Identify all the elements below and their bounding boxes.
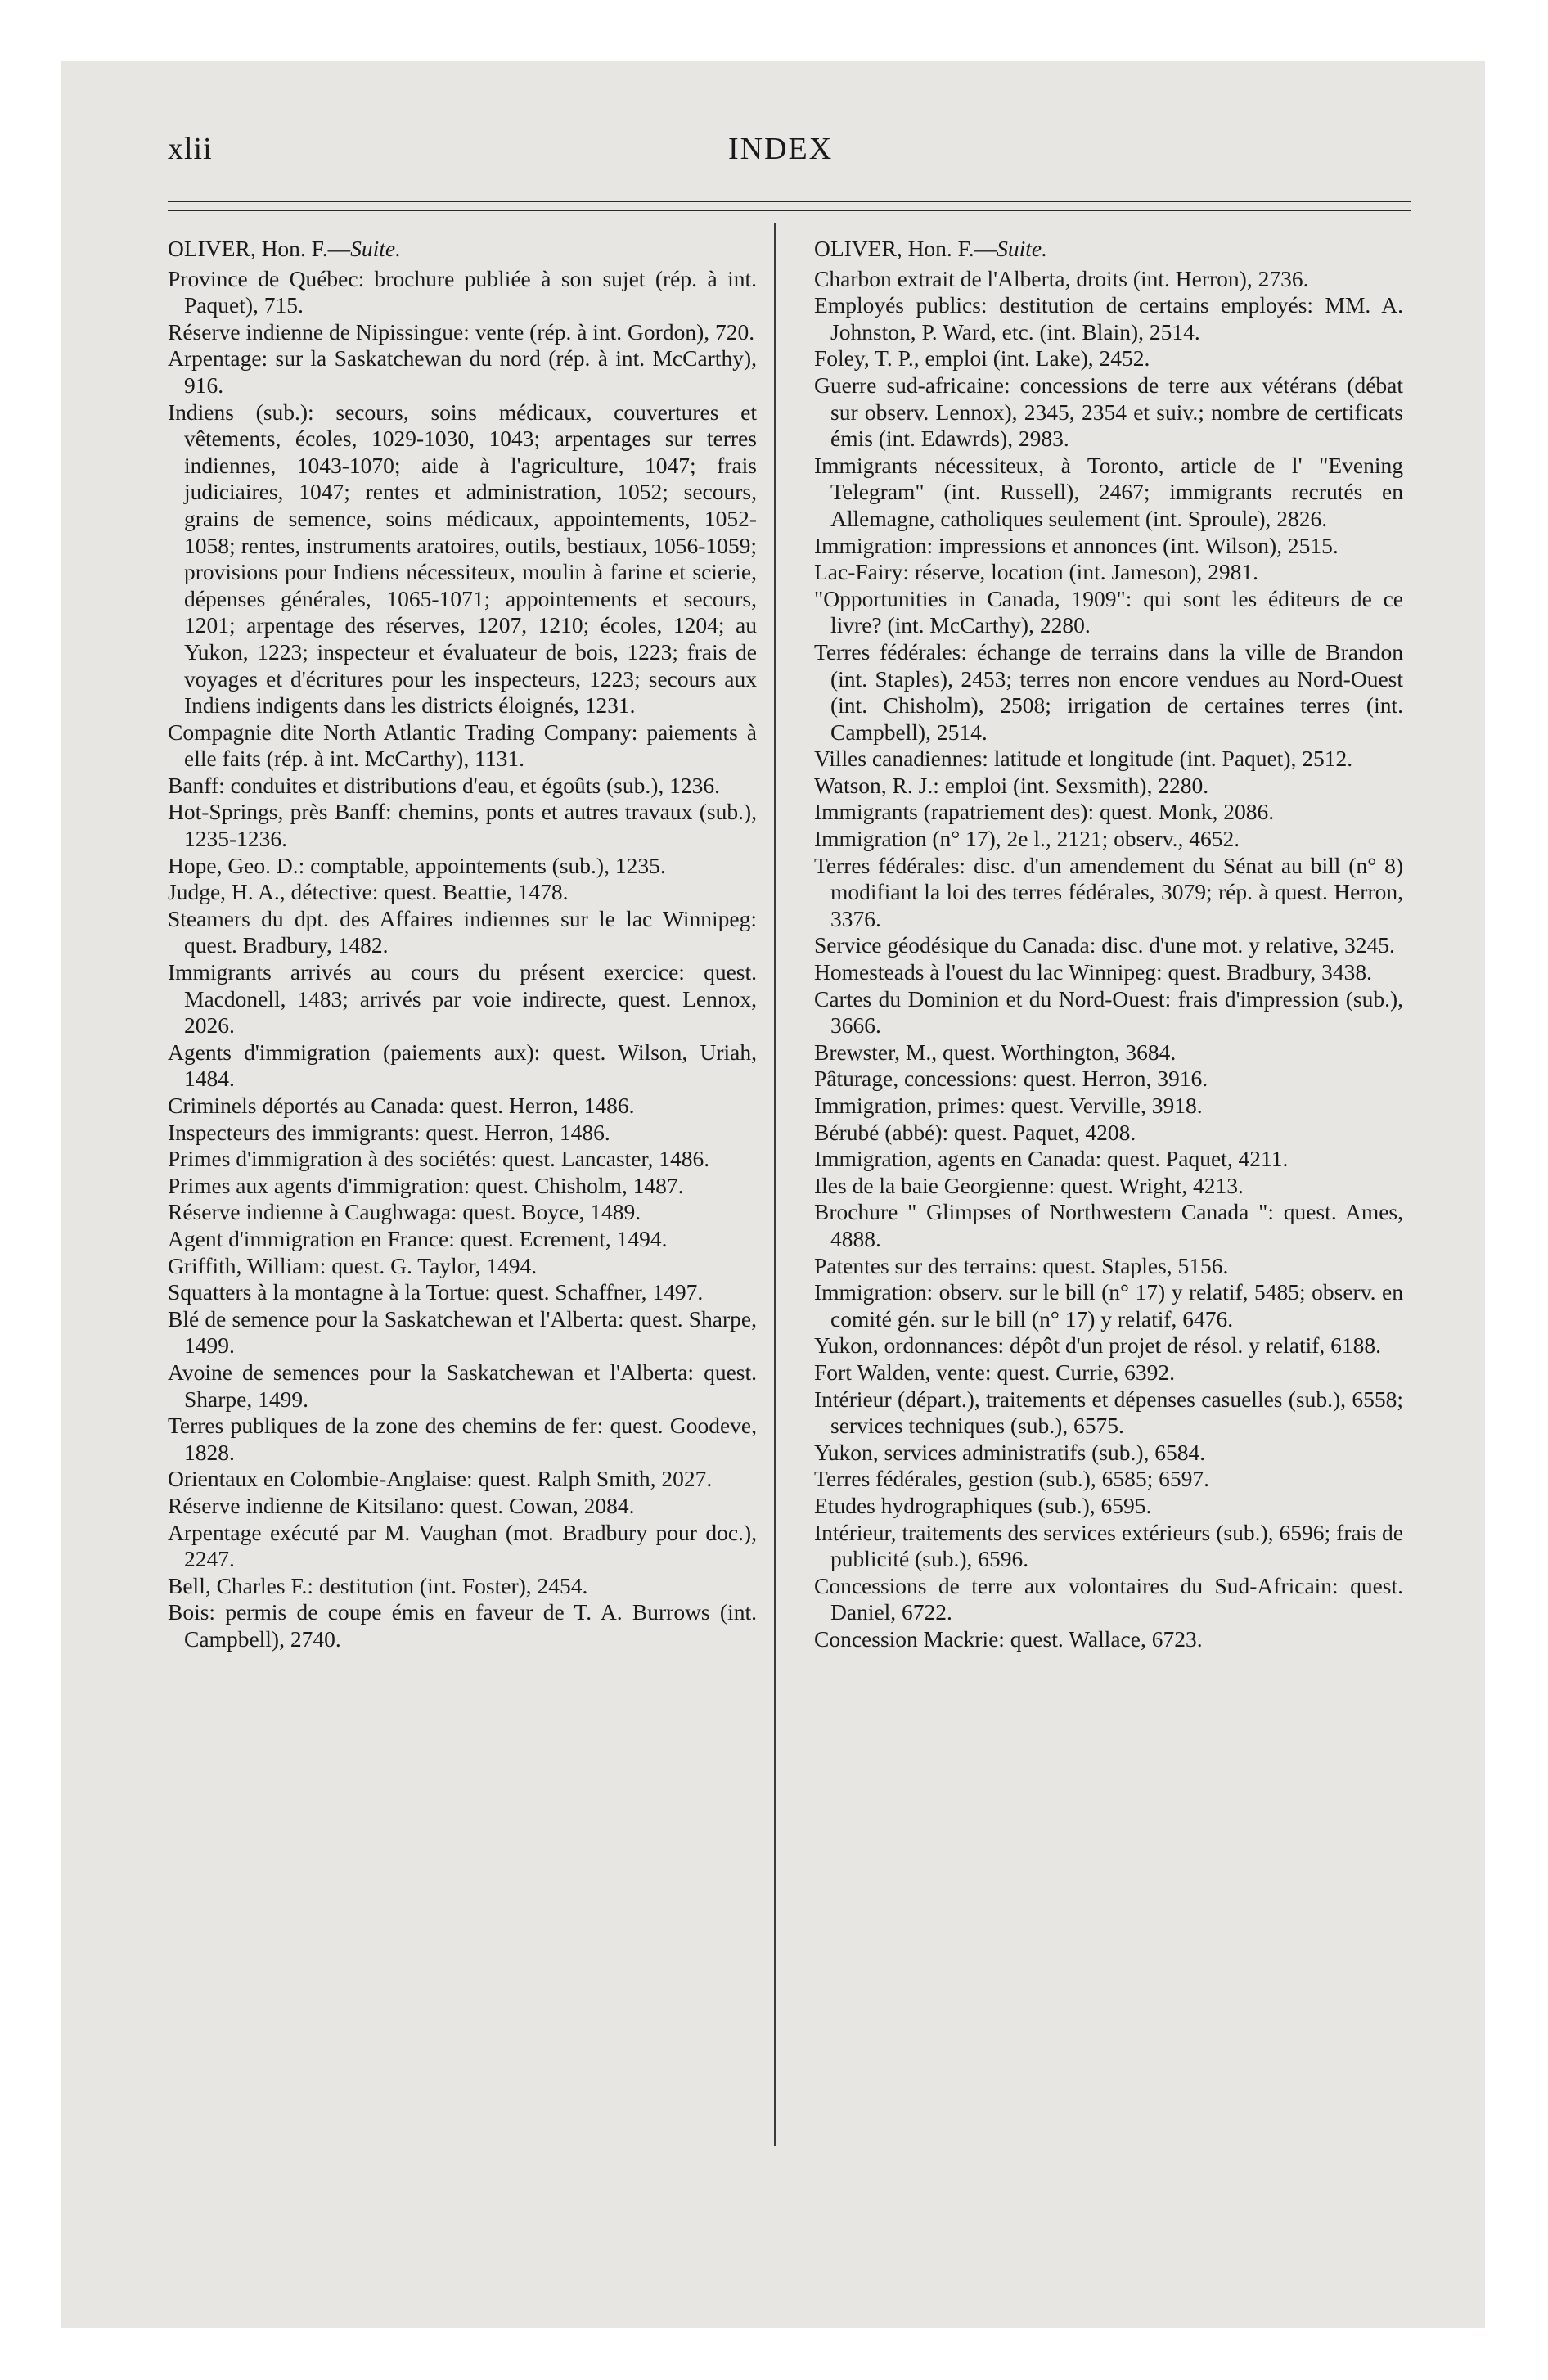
index-entry: Indiens (sub.): secours, soins médicaux, couvertures et vêtements, écoles, 1029-1030, 1043; arpentages sur terres indiennes, 1043-1070; aide à l'agriculture, 1047; frais judiciaires, 1047; rentes et administration, 1052; secours, grains de semence, soins médicaux, appointements, 1052-1058; rentes, instruments aratoires, outils, bestiaux, 1056-1059; provisions pour Indiens nécessiteux, moulin à farine et scierie, dépenses générales, 1065-1071; appointements et secours, 1201; arpentage des réserves, 1207, 1210; écoles, 1204; au Yukon, 1223; inspecteur et évaluateur de bois, 1223; frais de voyages et d'écritures pour les inspecteurs, 1223; secours aux Indiens indigents dans les districts éloignés, 1231. (168, 399, 757, 719)
index-entry: Agents d'immigration (paiements aux): quest. Wilson, Uriah, 1484. (168, 1039, 757, 1092)
index-entry: Immigration: impressions et annonces (int. Wilson), 2515. (814, 532, 1339, 558)
index-entry: Homesteads à l'ouest du lac Winnipeg: quest. Bradbury, 3438. (814, 959, 1373, 985)
index-entry: Squatters à la montagne à la Tortue: quest. Schaffner, 1497. (168, 1279, 704, 1305)
index-entry: Arpentage: sur la Saskatchewan du nord (rép. à int. McCarthy), 916. (168, 345, 757, 398)
index-entry: Arpentage exécuté par M. Vaughan (mot. Bradbury pour doc.), 2247. (168, 1519, 757, 1572)
index-entry: Pâturage, concessions: quest. Herron, 3916. (814, 1066, 1208, 1092)
index-entry: Judge, H. A., détective: quest. Beattie, 1478. (168, 879, 569, 905)
index-entry: Terres publiques de la zone des chemins de fer: quest. Goodeve, 1828. (168, 1413, 757, 1465)
index-heading (814, 236, 1403, 263)
index-entry: Villes canadiennes: latitude et longitude (int. Paquet), 2512. (814, 746, 1353, 772)
page-title: INDEX (728, 132, 834, 166)
index-entry: Terres fédérales: disc. d'un amendement du Sénat au bill (n° 8) modifiant la loi des terres fédérales, 3079; rép. à quest. Herron, 3376. (814, 852, 1403, 931)
page-number: xlii (168, 132, 213, 166)
index-entry: Employés publics: destitution de certains employés: MM. A. Johnston, P. Ward, etc. (int. Blain), 2514. (814, 292, 1403, 345)
heading-suite: Suite. (350, 236, 402, 261)
header-rule (168, 201, 1411, 202)
index-entry: Orientaux en Colombie-Anglaise: quest. Ralph Smith, 2027. (168, 1466, 713, 1492)
index-entry: Service géodésique du Canada: disc. d'une mot. y relative, 3245. (814, 932, 1395, 958)
index-entry: Intérieur, traitements des services extérieurs (sub.), 6596; frais de publicité (sub.), 6596. (814, 1519, 1403, 1572)
index-entry: Avoine de semences pour la Saskatchewan et l'Alberta: quest. Sharpe, 1499. (168, 1359, 757, 1412)
index-entry: Primes d'immigration à des sociétés: quest. Lancaster, 1486. (168, 1146, 710, 1172)
index-entry: Criminels déportés au Canada: quest. Herron, 1486. (168, 1093, 635, 1118)
index-entry: Province de Québec: brochure publiée à son sujet (rép. à int. Paquet), 715. (168, 265, 757, 318)
index-entries (168, 266, 757, 1653)
index-entry: Patentes sur des terrains: quest. Staples, 5156. (814, 1252, 1229, 1278)
index-entry: Etudes hydrographiques (sub.), 6595. (814, 1492, 1152, 1518)
index-entry: Immigration: observ. sur le bill (n° 17) y relatif, 5485; observ. en comité gén. sur le bill (n° 17) y relatif, 6476. (814, 1279, 1403, 1332)
index-entry: Immigration, primes: quest. Verville, 3918. (814, 1093, 1203, 1118)
right-column (814, 236, 1403, 1652)
index-entry: Inspecteurs des immigrants: quest. Herron, 1486. (168, 1119, 610, 1145)
index-entry: Yukon, ordonnances: dépôt d'un projet de résol. y relatif, 6188. (814, 1332, 1382, 1359)
index-entry: Hot-Springs, près Banff: chemins, ponts et autres travaux (sub.), 1235-1236. (168, 799, 757, 852)
index-entry: Foley, T. P., emploi (int. Lake), 2452. (814, 345, 1150, 372)
index-entry: Iles de la baie Georgienne: quest. Wright, 4213. (814, 1172, 1244, 1198)
heading-name: OLIVER, Hon. F.— (168, 236, 351, 261)
index-entry: Bell, Charles F.: destitution (int. Foster), 2454. (168, 1572, 588, 1598)
index-entry: Intérieur (départ.), traitements et dépenses casuelles (sub.), 6558; services techniques (sub.), 6575. (814, 1386, 1403, 1439)
index-entry: Charbon extrait de l'Alberta, droits (int. Herron), 2736. (814, 265, 1309, 291)
index-entry: Hope, Geo. D.: comptable, appointements (sub.), 1235. (168, 852, 666, 878)
index-heading (168, 236, 757, 263)
index-entry: Steamers du dpt. des Affaires indiennes sur le lac Winnipeg: quest. Bradbury, 1482. (168, 905, 757, 958)
left-column (168, 236, 757, 1652)
index-entry: Immigrants nécessiteux, à Toronto, article de l' "Evening Telegram" (int. Russell), 2467; immigrants recrutés en Allemagne, catholiques seulement (int. Sproule), 2826. (814, 452, 1403, 531)
index-entry: Agent d'immigration en France: quest. Ecrement, 1494. (168, 1225, 668, 1251)
index-entry: Bérubé (abbé): quest. Paquet, 4208. (814, 1119, 1136, 1145)
index-entry: Immigration, agents en Canada: quest. Paquet, 4211. (814, 1146, 1289, 1172)
index-entry: Fort Walden, vente: quest. Currie, 6392. (814, 1359, 1176, 1385)
index-entry: Réserve indienne de Nipissingue: vente (rép. à int. Gordon), 720. (168, 318, 755, 345)
index-entry: Bois: permis de coupe émis en faveur de T. A. Burrows (int. Campbell), 2740. (168, 1599, 757, 1652)
index-entry: Terres fédérales, gestion (sub.), 6585; 6597. (814, 1466, 1210, 1492)
index-entry: Watson, R. J.: emploi (int. Sexsmith), 2280. (814, 772, 1209, 798)
index-entry: Blé de semence pour la Saskatchewan et l'Alberta: quest. Sharpe, 1499. (168, 1305, 757, 1359)
index-entry: "Opportunities in Canada, 1909": qui sont les éditeurs de ce livre? (int. McCarthy), 2280. (814, 585, 1403, 638)
header-rule (168, 210, 1411, 211)
heading-suite: Suite. (997, 236, 1048, 261)
index-entry: Lac-Fairy: réserve, location (int. Jameson), 2981. (814, 559, 1258, 585)
index-entry: Brewster, M., quest. Worthington, 3684. (814, 1039, 1177, 1065)
index-entry: Concessions de terre aux volontaires du Sud-Africain: quest. Daniel, 6722. (814, 1572, 1403, 1625)
index-entry: Primes aux agents d'immigration: quest. Chisholm, 1487. (168, 1172, 684, 1198)
heading-name: OLIVER, Hon. F.— (814, 236, 997, 261)
index-entry: Concession Mackrie: quest. Wallace, 6723. (814, 1625, 1203, 1652)
index-entry: Immigrants (rapatriement des): quest. Monk, 2086. (814, 799, 1275, 825)
index-entry: Immigrants arrivés au cours du présent exercice: quest. Macdonell, 1483; arrivés par voie indirecte, quest. Lennox, 2026. (168, 959, 757, 1039)
index-entry: Guerre sud-africaine: concessions de terre aux vétérans (débat sur observ. Lennox), 2345, 2354 et suiv.; nombre de certificats émis (int. Edawrds), 2983. (814, 372, 1403, 452)
index-entry: Immigration (n° 17), 2e l., 2121; observ., 4652. (814, 826, 1240, 852)
index-entry: Cartes du Dominion et du Nord-Ouest: frais d'impression (sub.), 3666. (814, 985, 1403, 1039)
index-entry: Brochure " Glimpses of Northwestern Canada ": quest. Ames, 4888. (814, 1199, 1403, 1251)
index-entry: Compagnie dite North Atlantic Trading Company: paiements à elle faits (rép. à int. McCarthy), 1131. (168, 719, 757, 772)
index-entry: Griffith, William: quest. G. Taylor, 1494. (168, 1252, 538, 1278)
index-entry: Banff: conduites et distributions d'eau, et égoûts (sub.), 1236. (168, 772, 721, 798)
index-entry: Yukon, services administratifs (sub.), 6584. (814, 1439, 1206, 1465)
column-divider (774, 223, 776, 2146)
index-entry: Terres fédérales: échange de terrains dans la ville de Brandon (int. Staples), 2453; terres non encore vendues au Nord-Ouest (int. Chisholm), 2508; irrigation de certaines terres (int. Campbell), 2514. (814, 638, 1403, 745)
index-entries (814, 266, 1403, 1653)
index-entry: Réserve indienne à Caughwaga: quest. Boyce, 1489. (168, 1199, 641, 1225)
index-entry: Réserve indienne de Kitsilano: quest. Cowan, 2084. (168, 1492, 635, 1518)
